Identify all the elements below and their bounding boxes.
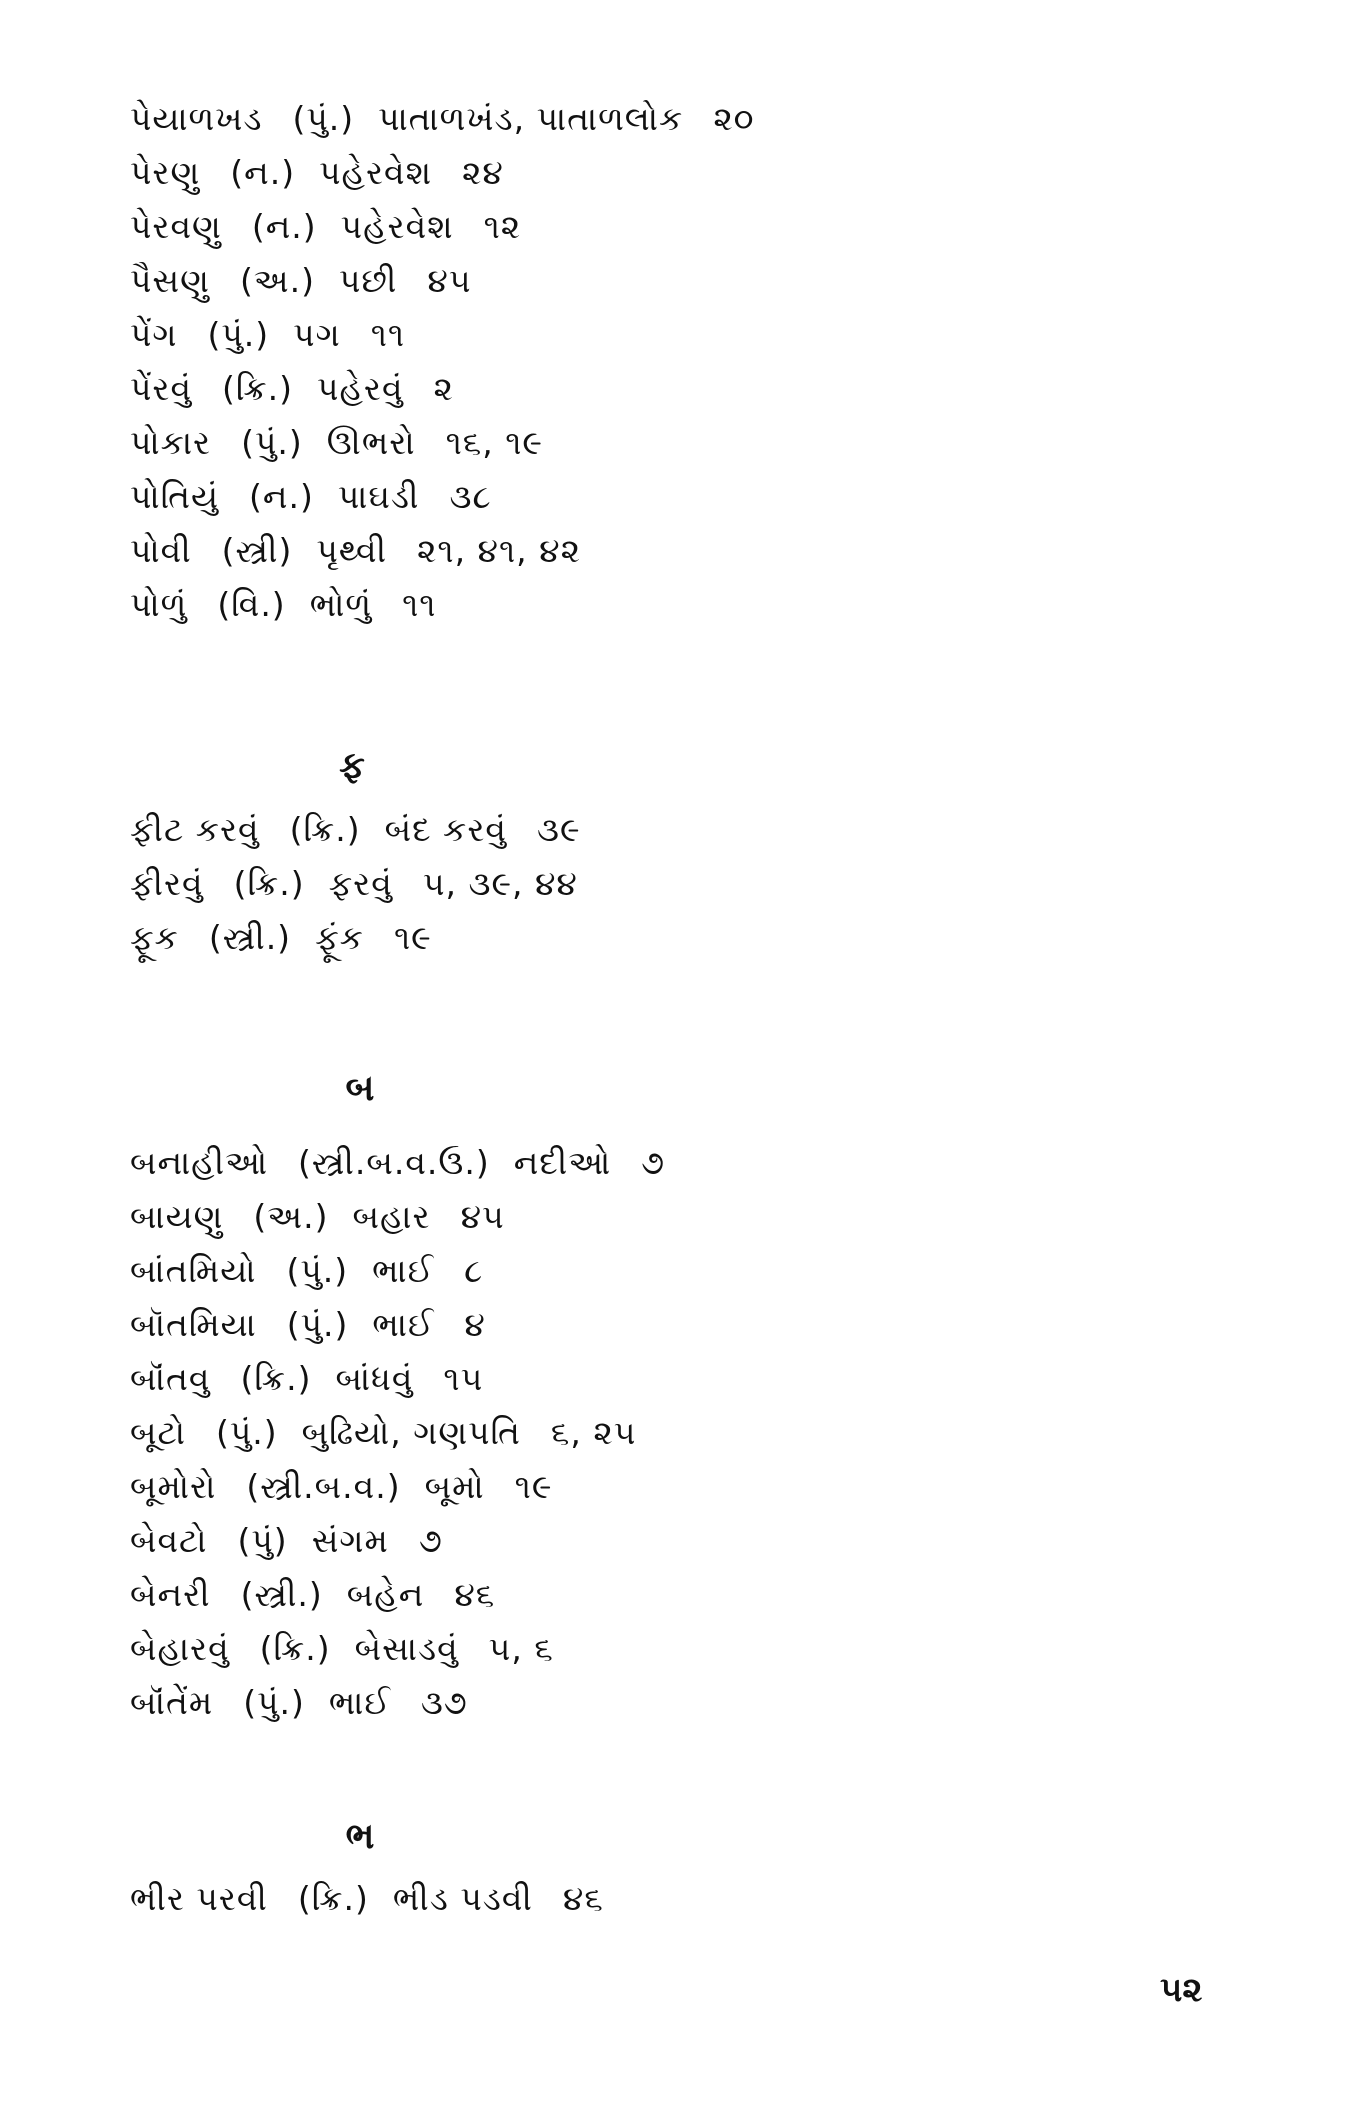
glossary-entry xyxy=(130,857,1230,911)
entry-refs: ૫, ૬ xyxy=(488,1629,554,1668)
entry-word: પૈસણુ xyxy=(130,261,210,300)
entry-refs: ૬, ૨૫ xyxy=(550,1413,637,1452)
entry-grammar: (ન.) xyxy=(230,153,296,192)
entry-refs: ૪૫ xyxy=(460,1197,505,1236)
entry-grammar: (પું.) xyxy=(241,423,303,462)
glossary-entry xyxy=(130,92,1230,146)
entry-meaning: ભાઈ xyxy=(372,1251,435,1290)
entry-word: પેરવણુ xyxy=(130,207,222,246)
entry-meaning: બેસાડવું xyxy=(354,1629,459,1668)
glossary-entry xyxy=(130,1190,1230,1244)
entry-word: પેંગ xyxy=(130,315,178,354)
entry-refs: ૧૫ xyxy=(443,1359,484,1398)
glossary-entry xyxy=(130,911,1230,965)
entry-meaning: પહેરવેશ xyxy=(319,153,433,192)
entry-word: પોતિયું xyxy=(130,477,220,516)
entry-meaning: બુઢિયો, ગણપતિ xyxy=(301,1413,521,1452)
entry-grammar: (પું.) xyxy=(207,315,270,354)
entry-meaning: ભાઈ xyxy=(372,1305,435,1344)
entry-grammar: (પું.) xyxy=(215,1413,278,1452)
entry-word: ફૂક xyxy=(130,918,179,957)
entry-refs: ૪૬ xyxy=(562,1879,604,1918)
glossary-entry xyxy=(130,416,1230,470)
entry-grammar: (સ્ત્રી.બ.વ.) xyxy=(246,1467,401,1506)
entry-grammar: (ક્રિ.) xyxy=(289,810,361,849)
entry-grammar: (પું.) xyxy=(243,1683,305,1722)
entry-meaning: બૂમો xyxy=(424,1467,485,1506)
entry-grammar: (સ્ત્રી.) xyxy=(208,918,292,957)
glossary-entry xyxy=(130,1460,1230,1514)
entry-meaning: ઊભરો xyxy=(326,423,416,462)
entry-meaning: બહેન xyxy=(346,1575,425,1614)
entry-refs: ૧૨ xyxy=(483,207,522,246)
glossary-entry xyxy=(130,308,1230,362)
entry-grammar: (સ્ત્રી.બ.વ.ઉ.) xyxy=(298,1143,490,1182)
entry-refs: ૪ xyxy=(464,1305,486,1344)
glossary-entry xyxy=(130,146,1230,200)
entry-word: બેનરી xyxy=(130,1575,211,1614)
page-number: ૫૨ xyxy=(1160,1970,1203,2010)
entry-refs: ૭ xyxy=(418,1521,443,1560)
entry-word: ફીટ કરવું xyxy=(130,810,260,849)
glossary-entry xyxy=(130,578,1230,632)
entry-grammar: (ક્રિ.) xyxy=(222,369,294,408)
entry-meaning: પૃથ્વી xyxy=(316,531,388,570)
entry-word: બૉંતવુ xyxy=(130,1359,211,1398)
entry-word: પેરણુ xyxy=(130,153,201,192)
entry-grammar: (સ્ત્રી) xyxy=(221,531,293,570)
entry-meaning: પાઘડી xyxy=(337,477,420,516)
entry-meaning: પગ xyxy=(293,315,341,354)
entry-meaning: ફૂંક xyxy=(315,918,364,957)
entry-grammar: (પું.) xyxy=(292,99,355,138)
entry-grammar: (પું.) xyxy=(286,1251,349,1290)
entry-grammar: (વિ.) xyxy=(217,585,286,624)
glossary-entry xyxy=(130,470,1230,524)
entry-word: બાયણુ xyxy=(130,1197,224,1236)
entry-grammar: (અ.) xyxy=(239,261,315,300)
entry-grammar: (ક્રિ.) xyxy=(297,1879,369,1918)
entry-word: પેંરવું xyxy=(130,369,193,408)
entry-word: પોવી xyxy=(130,531,192,570)
glossary-entry xyxy=(130,1568,1230,1622)
entry-refs: ૪૬ xyxy=(454,1575,496,1614)
entry-grammar: (સ્ત્રી.) xyxy=(240,1575,323,1614)
section-heading-bha: ભ xyxy=(345,1816,375,1857)
entry-grammar: (અ.) xyxy=(253,1197,329,1236)
entry-meaning: પછી xyxy=(339,261,398,300)
entry-grammar: (ક્રિ.) xyxy=(240,1359,312,1398)
entry-refs: ૧૬, ૧૯ xyxy=(445,423,543,462)
entry-refs: ૧૯ xyxy=(514,1467,553,1506)
glossary-entry xyxy=(130,1514,1230,1568)
section-heading-pha: ફ xyxy=(339,745,365,786)
glossary-entry xyxy=(130,1676,1230,1730)
entry-grammar: (ન.) xyxy=(251,207,317,246)
entry-word: બેવટો xyxy=(130,1521,208,1560)
entry-refs: ૨ xyxy=(433,369,454,408)
glossary-entry xyxy=(130,803,1230,857)
entry-word: ભીર પરવી xyxy=(130,1879,268,1918)
entry-refs: ૩૮ xyxy=(449,477,492,516)
glossary-entry xyxy=(130,1136,1230,1190)
entry-word: બૉતમિયા xyxy=(130,1305,257,1344)
entry-word: બૂટો xyxy=(130,1413,186,1452)
section-pha xyxy=(130,803,1230,965)
entry-word: બૂમોરો xyxy=(130,1467,217,1506)
entry-meaning: ફરવું xyxy=(328,864,393,903)
entry-grammar: (પું) xyxy=(237,1521,288,1560)
entry-refs: ૨૧, ૪૧, ૪૨ xyxy=(417,531,581,570)
glossary-entry xyxy=(130,1872,1230,1926)
entry-word: પોળું xyxy=(130,585,188,624)
entry-refs: ૫, ૩૯, ૪૪ xyxy=(422,864,578,903)
entry-grammar: (ક્રિ.) xyxy=(259,1629,331,1668)
glossary-entry xyxy=(130,1622,1230,1676)
entry-grammar: (ક્રિ.) xyxy=(233,864,305,903)
entry-grammar: (ન.) xyxy=(249,477,314,516)
entry-meaning: બહાર xyxy=(352,1197,431,1236)
entry-word: બેહારવું xyxy=(130,1629,230,1668)
entry-refs: ૮ xyxy=(464,1251,484,1290)
glossary-entry xyxy=(130,1406,1230,1460)
entry-word: પેયાળખડ xyxy=(130,99,263,138)
entry-refs: ૭ xyxy=(641,1143,666,1182)
section-ba xyxy=(130,1136,1230,1730)
entry-refs: ૧૯ xyxy=(393,918,432,957)
entry-meaning: નદીઓ xyxy=(513,1143,612,1182)
entry-meaning: ભીડ પડવી xyxy=(392,1879,533,1918)
entry-meaning: પહેરવું xyxy=(317,369,404,408)
entry-word: બૉંતેંમ xyxy=(130,1683,214,1722)
entry-refs: ૨૦ xyxy=(713,99,755,138)
entry-grammar: (પું.) xyxy=(286,1305,349,1344)
entry-meaning: સંગમ xyxy=(311,1521,389,1560)
glossary-entry xyxy=(130,1244,1230,1298)
entry-meaning: ભાઈ xyxy=(328,1683,391,1722)
entry-refs: ૩૭ xyxy=(420,1683,468,1722)
entry-refs: ૨૪ xyxy=(462,153,504,192)
entry-meaning: બાંધવું xyxy=(335,1359,414,1398)
section-bha xyxy=(130,1872,1230,1926)
glossary-entry xyxy=(130,200,1230,254)
glossary-entry xyxy=(130,1352,1230,1406)
entry-meaning: બંદ કરવું xyxy=(384,810,507,849)
entry-refs: ૧૧ xyxy=(370,315,406,354)
entry-refs: ૩૯ xyxy=(536,810,581,849)
entry-refs: ૧૧ xyxy=(402,585,437,624)
entry-meaning: પહેરવેશ xyxy=(340,207,454,246)
glossary-entry xyxy=(130,254,1230,308)
entry-word: બાંતમિયો xyxy=(130,1251,257,1290)
entry-meaning: પાતાળખંડ, પાતાળલોક xyxy=(378,99,684,138)
entry-word: પોકાર xyxy=(130,423,212,462)
entry-word: ફીરવું xyxy=(130,864,204,903)
glossary-entry xyxy=(130,524,1230,578)
section-pa-continued xyxy=(130,92,1230,632)
entry-meaning: ભોળું xyxy=(309,585,373,624)
glossary-entry xyxy=(130,362,1230,416)
section-heading-ba: બ xyxy=(345,1068,375,1109)
entry-word: બનાહીઓ xyxy=(130,1143,269,1182)
entry-refs: ૪૫ xyxy=(427,261,472,300)
glossary-entry xyxy=(130,1298,1230,1352)
